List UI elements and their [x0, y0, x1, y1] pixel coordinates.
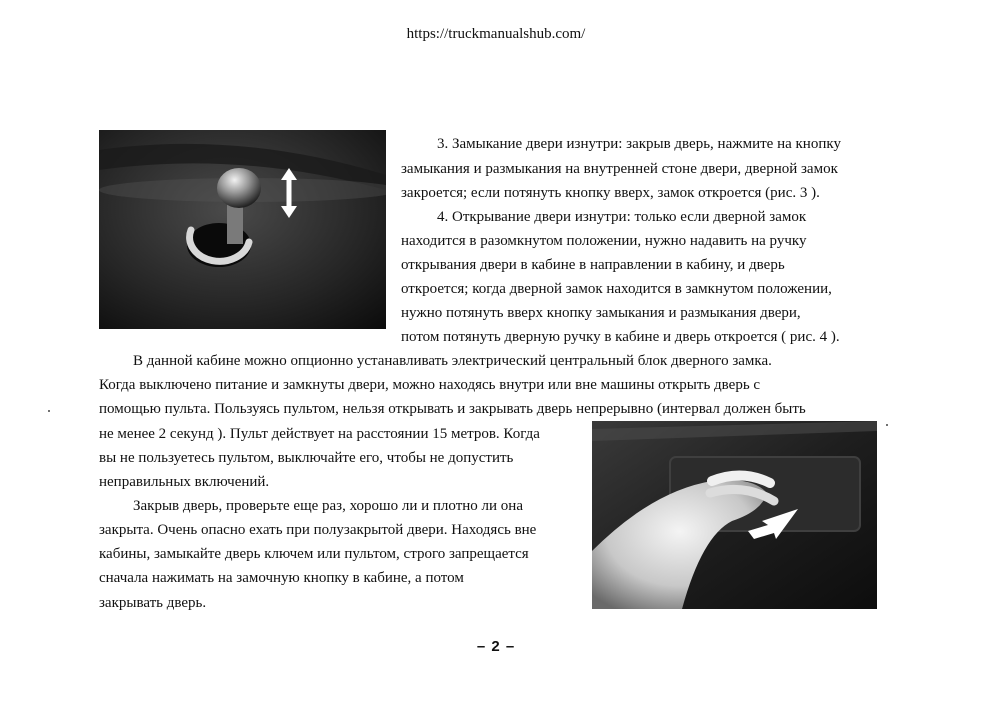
section4-line-5: нужно потянуть вверх кнопку замыкания и размыкания двери,	[401, 305, 801, 321]
section4-line-3: открывания двери в кабине в направлении в кабину, и дверь	[401, 257, 785, 273]
page-number: – 2 –	[476, 638, 516, 655]
warning-line-4: сначала нажимать на замочную кнопку в кабине, а потом	[99, 570, 464, 586]
section3-line-2: замыкания и размыкания на внутренней стоне двери, дверной замок	[401, 161, 838, 177]
remote-line-2: Когда выключено питание и замкнуты двери, можно находясь внутри или вне машины открыть дверь с	[99, 377, 761, 393]
remote-line-6: неправильных включений.	[99, 474, 270, 490]
section3-line-1: 3. Замыкание двери изнутри: закрыв дверь, нажмите на кнопку	[437, 136, 841, 152]
section4-line-1: 4. Открывание двери изнутри: только если дверной замок	[437, 209, 807, 225]
remote-line-4: не менее 2 секунд ). Пульт действует на расстоянии 15 метров. Когда	[99, 426, 540, 442]
warning-line-2: закрыта. Очень опасно ехать при полузакрытой двери. Находясь вне	[99, 522, 537, 538]
door-lock-button-photo	[99, 130, 386, 329]
scan-speck	[48, 410, 50, 412]
section4-line-6: потом потянуть дверную ручку в кабине и дверь откроется ( рис. 4 ).	[401, 329, 840, 345]
scan-speck	[886, 424, 888, 426]
warning-line-3: кабины, замыкайте дверь ключем или пультом, строго запрещается	[99, 546, 529, 562]
section4-line-2: находится в разомкнутом положении, нужно надавить на ручку	[401, 233, 807, 249]
section4-line-4: откроется; когда дверной замок находится в замкнутом положении,	[401, 281, 832, 297]
section3-line-3: закроется; если потянуть кнопку вверх, замок откроется (рис. 3 ).	[401, 185, 820, 201]
hand-on-door-handle-photo	[592, 421, 877, 609]
warning-line-1: Закрыв дверь, проверьте еще раз, хорошо ли и плотно ли она	[133, 498, 523, 514]
warning-line-5: закрывать дверь.	[99, 595, 207, 611]
remote-line-3: помощью пульта. Пользуясь пультом, нельзя открывать и закрывать дверь непрерывно (интервал должен быть	[99, 401, 806, 417]
remote-line-1: В данной кабине можно опционно устанавливать электрический центральный блок дверного замка.	[133, 353, 772, 369]
source-url: https://truckmanualshub.com/	[406, 26, 586, 42]
remote-line-5: вы не пользуетесь пультом, выключайте его, чтобы не допустить	[99, 450, 514, 466]
